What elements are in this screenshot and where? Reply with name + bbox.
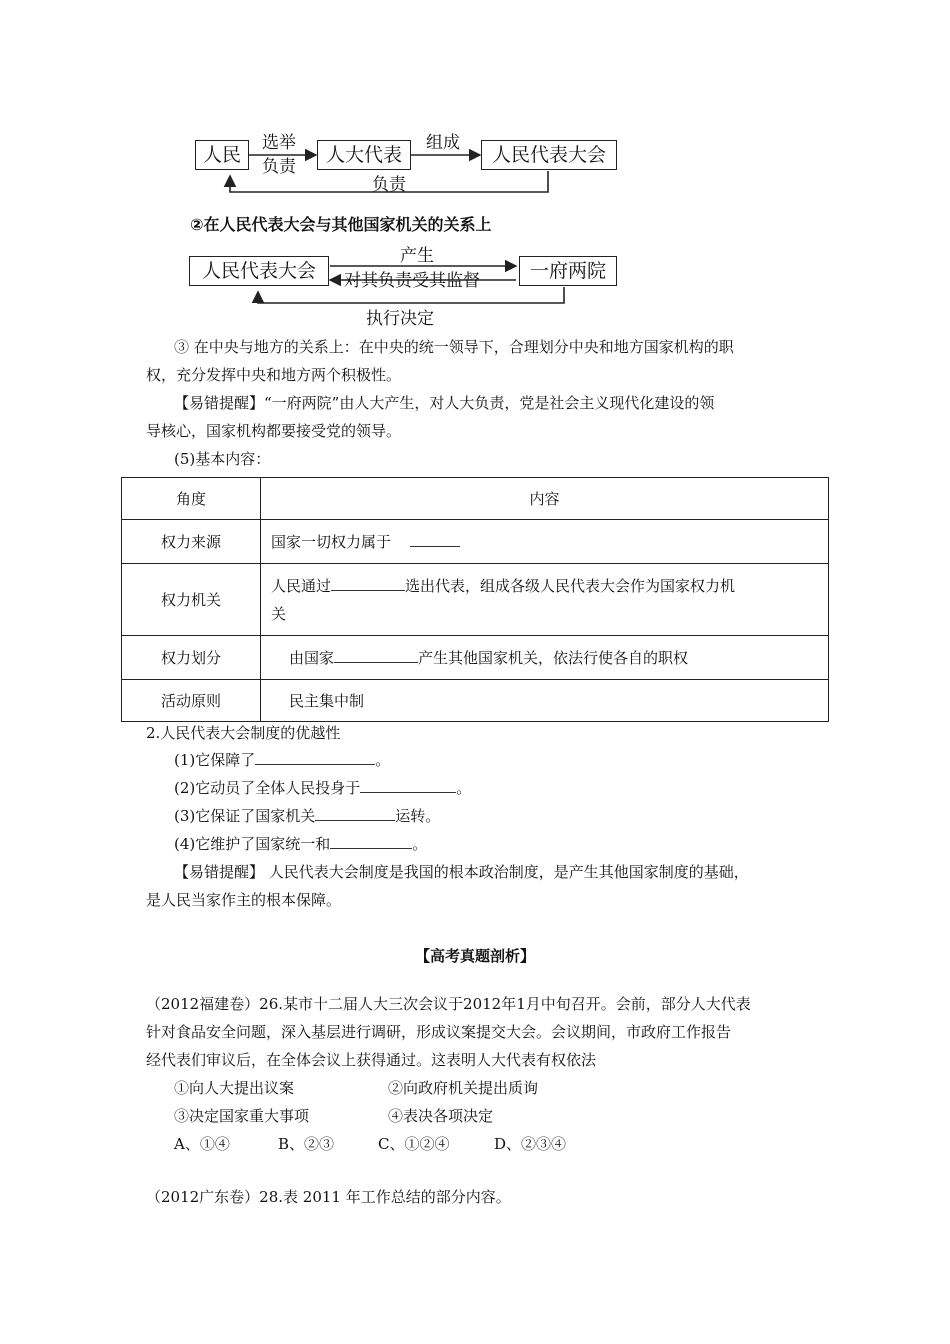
box-gov: 一府两院 xyxy=(519,256,617,286)
q1-option-4: ④表决各项决定 xyxy=(388,1107,494,1125)
q1-option-2: ②向政府机关提出质询 xyxy=(388,1079,539,1097)
item-text: (1)它保障了 xyxy=(174,751,256,769)
label-supervise: 对其负责受其监督 xyxy=(344,271,480,291)
table-header-aspect: 角度 xyxy=(122,478,261,520)
content-text: 国家一切权力属于 xyxy=(271,533,392,551)
q2-line1: （2012广东卷）28.表 2011 年工作总结的部分内容。 xyxy=(146,1188,511,1206)
table-row xyxy=(122,636,829,680)
q1-answer-d[interactable]: D、②③④ xyxy=(494,1135,567,1153)
tip2-line2: 是人民当家作主的根本保障。 xyxy=(146,891,342,909)
label-execute: 执行决定 xyxy=(366,309,434,329)
table-cell-aspect: 权力划分 xyxy=(122,636,261,680)
item-text: 。 xyxy=(375,751,391,769)
item-text: 。 xyxy=(456,779,472,797)
q1-line1: （2012福建卷）26.某市十二届人大三次会议于2012年1月中旬召开。会前，部分人大代表 xyxy=(146,995,751,1013)
table-cell-aspect: 权力机关 xyxy=(122,564,261,636)
para3-line2: 权，充分发挥中央和地方两个积极性。 xyxy=(146,366,402,384)
basic-content-label: (5)基本内容： xyxy=(174,450,271,468)
item-text: (4)它维护了国家统一和 xyxy=(174,835,331,853)
table-row xyxy=(122,680,829,722)
fill-blank[interactable] xyxy=(331,576,405,591)
box-npc: 人民代表大会 xyxy=(481,140,617,170)
exam-heading: 【高考真题剖析】 xyxy=(414,947,535,965)
table-cell-content xyxy=(261,520,829,564)
fill-blank[interactable] xyxy=(410,532,460,547)
q1-line3: 经代表们审议后，在全体会议上获得通过。这表明人大代表有权依法 xyxy=(146,1051,597,1069)
tip1-line2: 导核心，国家机构都要接受党的领导。 xyxy=(146,422,402,440)
superiority-item xyxy=(174,833,427,855)
fill-blank[interactable] xyxy=(315,806,395,821)
fill-blank[interactable] xyxy=(330,834,412,849)
tip1-line1: 【易错提醒】“一府两院”由人大产生，对人大负责，党是社会主义现代化建设的领 xyxy=(174,394,715,412)
content-text: 选出代表，组成各级人民代表大会作为国家权力机 xyxy=(405,576,736,595)
fill-blank[interactable] xyxy=(255,750,375,765)
superiority-item xyxy=(174,749,390,771)
table-header-row xyxy=(122,478,829,520)
table-header-content: 内容 xyxy=(261,478,829,520)
label-elect: 选举 xyxy=(262,133,296,153)
q1-option-3: ③决定国家重大事项 xyxy=(174,1107,310,1125)
superiority-item xyxy=(174,805,440,827)
superiority-item xyxy=(174,777,471,799)
q1-line2: 针对食品安全问题，深入基层进行调研，形成议案提交大会。会议期间，市政府工作报告 xyxy=(146,1023,732,1041)
q1-answer-c[interactable]: C、①②④ xyxy=(378,1135,450,1153)
label-responsible: 负责 xyxy=(262,157,296,177)
table-row xyxy=(122,564,829,636)
tip2-line1: 【易错提醒】 人民代表大会制度是我国的根本政治制度，是产生其他国家制度的基础， xyxy=(174,863,749,881)
item-text: (2)它动员了全体人民投身于 xyxy=(174,779,361,797)
box-deputies: 人大代表 xyxy=(317,140,411,170)
para3-line1: ③ 在中央与地方的关系上：在中央的统一领导下，合理划分中央和地方国家机构的职 xyxy=(174,338,734,356)
item-text: 运转。 xyxy=(395,807,441,825)
content-text: 产生其他国家机关，依法行使各自的职权 xyxy=(418,649,689,667)
table-cell-content xyxy=(261,636,829,680)
fill-blank[interactable] xyxy=(334,648,418,663)
box-people: 人民 xyxy=(195,140,249,170)
item-text: 。 xyxy=(412,835,428,853)
label-form: 组成 xyxy=(426,133,460,153)
table-cell-content: 民主集中制 xyxy=(261,680,829,722)
diagram2-heading: ②在人民代表大会与其他国家机关的关系上 xyxy=(190,215,492,234)
item-text: (3)它保证了国家机关 xyxy=(174,807,316,825)
basic-content-table xyxy=(121,477,829,722)
label-responsible-bottom: 负责 xyxy=(372,175,406,195)
q1-answer-a[interactable]: A、①④ xyxy=(174,1135,230,1153)
table-row xyxy=(122,520,829,564)
box-npc-2: 人民代表大会 xyxy=(189,256,329,286)
fill-blank[interactable] xyxy=(360,778,456,793)
table-cell-aspect: 权力来源 xyxy=(122,520,261,564)
superiority-title: 2.人民代表大会制度的优越性 xyxy=(146,724,341,742)
table-cell-aspect: 活动原则 xyxy=(122,680,261,722)
label-produce: 产生 xyxy=(400,246,434,266)
q1-answer-b[interactable]: B、②③ xyxy=(278,1135,335,1153)
q1-option-1: ①向人大提出议案 xyxy=(174,1079,295,1097)
table-cell-content xyxy=(261,564,829,636)
content-text: 人民通过 xyxy=(271,576,332,595)
content-text: 关 xyxy=(271,604,287,623)
content-text: 由国家 xyxy=(289,649,335,667)
